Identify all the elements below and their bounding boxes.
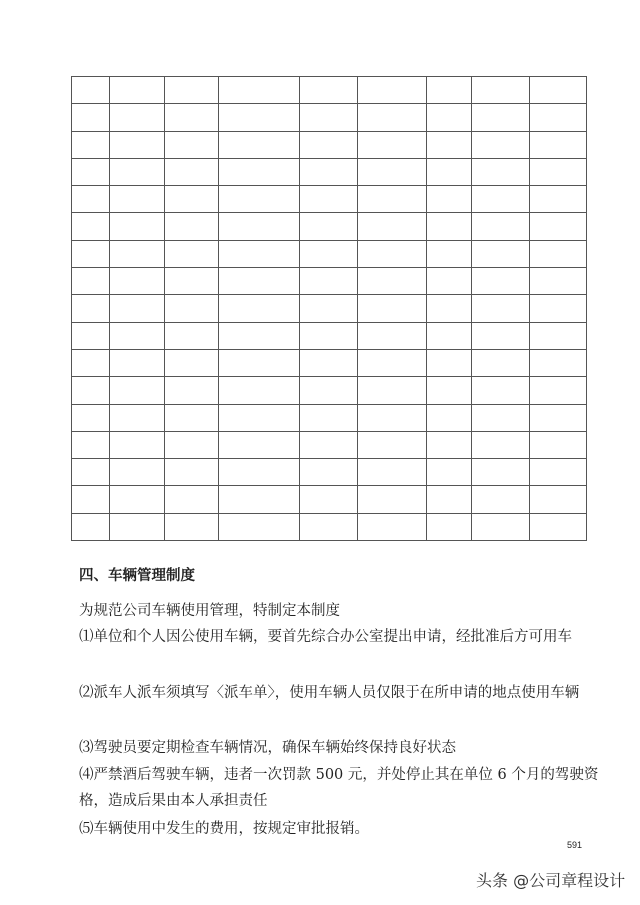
- table-cell: [427, 404, 472, 431]
- table-row: [72, 77, 587, 104]
- rule-item-2: ⑵派车人派车须填写〈派车单〉，使用车辆人员仅限于在所申请的地点使用车辆: [79, 685, 580, 701]
- table-cell: [219, 513, 300, 540]
- table-cell: [530, 104, 587, 131]
- table-cell: [219, 431, 300, 458]
- table-cell: [72, 513, 110, 540]
- table-cell: [472, 377, 530, 404]
- table-cell: [72, 404, 110, 431]
- table-cell: [219, 131, 300, 158]
- table-row: [72, 349, 587, 376]
- table-row: [72, 295, 587, 322]
- table-cell: [72, 322, 110, 349]
- table-cell: [427, 131, 472, 158]
- table-cell: [358, 268, 427, 295]
- table-cell: [110, 349, 165, 376]
- table-cell: [300, 240, 358, 267]
- table-cell: [530, 431, 587, 458]
- table-cell: [110, 158, 165, 185]
- table-cell: [472, 486, 530, 513]
- table-cell: [219, 240, 300, 267]
- table-cell: [358, 404, 427, 431]
- table-cell: [358, 186, 427, 213]
- table-cell: [358, 213, 427, 240]
- table-cell: [530, 404, 587, 431]
- table-cell: [530, 322, 587, 349]
- table-row: [72, 322, 587, 349]
- table-cell: [72, 77, 110, 104]
- rule-item-4: ⑷严禁酒后驾驶车辆，违者一次罚款 500 元，并处停止其在单位 6 个月的驾驶资格，造成后果由本人承担责任: [79, 767, 599, 809]
- table-cell: [165, 104, 219, 131]
- table-cell: [358, 158, 427, 185]
- table-cell: [165, 186, 219, 213]
- table-row: [72, 377, 587, 404]
- table-cell: [72, 213, 110, 240]
- table-cell: [165, 404, 219, 431]
- table-cell: [358, 486, 427, 513]
- table-cell: [300, 322, 358, 349]
- table-cell: [427, 377, 472, 404]
- table-cell: [472, 268, 530, 295]
- table-cell: [358, 349, 427, 376]
- table-cell: [110, 268, 165, 295]
- table-cell: [110, 77, 165, 104]
- table-cell: [300, 486, 358, 513]
- table-cell: [165, 131, 219, 158]
- table-cell: [219, 213, 300, 240]
- table-cell: [300, 158, 358, 185]
- table-cell: [530, 486, 587, 513]
- table-cell: [72, 104, 110, 131]
- table-cell: [72, 240, 110, 267]
- table-cell: [358, 459, 427, 486]
- table-cell: [219, 377, 300, 404]
- table-cell: [219, 459, 300, 486]
- table-cell: [300, 404, 358, 431]
- table-cell: [165, 268, 219, 295]
- table-cell: [358, 513, 427, 540]
- table-cell: [472, 131, 530, 158]
- table-cell: [427, 459, 472, 486]
- table-cell: [165, 513, 219, 540]
- intro-paragraph: 为规范公司车辆使用管理，特制定本制度: [79, 603, 340, 619]
- table-cell: [165, 349, 219, 376]
- table-cell: [72, 268, 110, 295]
- table-cell: [530, 186, 587, 213]
- table-cell: [72, 459, 110, 486]
- table-cell: [530, 349, 587, 376]
- table-cell: [427, 186, 472, 213]
- table-cell: [165, 158, 219, 185]
- table-cell: [358, 295, 427, 322]
- table-cell: [165, 322, 219, 349]
- table-cell: [72, 295, 110, 322]
- table-cell: [219, 268, 300, 295]
- table-cell: [530, 377, 587, 404]
- table-row: [72, 459, 587, 486]
- table-cell: [530, 77, 587, 104]
- table-cell: [472, 158, 530, 185]
- table-cell: [110, 431, 165, 458]
- table-cell: [427, 322, 472, 349]
- table-cell: [72, 431, 110, 458]
- table-cell: [110, 240, 165, 267]
- table-row: [72, 513, 587, 540]
- table-cell: [472, 104, 530, 131]
- table-cell: [219, 404, 300, 431]
- table-row: [72, 213, 587, 240]
- table-cell: [165, 431, 219, 458]
- table-cell: [530, 213, 587, 240]
- table-row: [72, 240, 587, 267]
- table-cell: [300, 431, 358, 458]
- table-cell: [427, 486, 472, 513]
- table-cell: [530, 295, 587, 322]
- table-cell: [472, 322, 530, 349]
- table-cell: [530, 158, 587, 185]
- table-cell: [300, 186, 358, 213]
- table-row: [72, 268, 587, 295]
- table-cell: [427, 104, 472, 131]
- table-row: [72, 486, 587, 513]
- table-cell: [427, 240, 472, 267]
- table-cell: [358, 131, 427, 158]
- table-cell: [530, 131, 587, 158]
- table-cell: [530, 513, 587, 540]
- table-cell: [472, 213, 530, 240]
- table-cell: [358, 431, 427, 458]
- table-row: [72, 186, 587, 213]
- table-cell: [72, 349, 110, 376]
- table-cell: [110, 131, 165, 158]
- table-cell: [165, 240, 219, 267]
- table-cell: [472, 186, 530, 213]
- table-cell: [110, 377, 165, 404]
- table-cell: [472, 240, 530, 267]
- table-row: [72, 404, 587, 431]
- table-cell: [300, 213, 358, 240]
- table-cell: [530, 240, 587, 267]
- table-cell: [427, 268, 472, 295]
- table-cell: [165, 459, 219, 486]
- rule-item-1: ⑴单位和个人因公使用车辆，要首先综合办公室提出申请，经批准后方可用车: [79, 629, 572, 645]
- table-cell: [358, 377, 427, 404]
- watermark-text: 头条 @公司章程设计: [476, 871, 626, 890]
- table-cell: [472, 349, 530, 376]
- table-cell: [219, 486, 300, 513]
- table-cell: [358, 240, 427, 267]
- table-cell: [219, 349, 300, 376]
- table-cell: [72, 131, 110, 158]
- table-cell: [472, 404, 530, 431]
- section-title: 四、车辆管理制度: [79, 567, 195, 584]
- table-cell: [300, 295, 358, 322]
- table-cell: [165, 295, 219, 322]
- table-cell: [300, 131, 358, 158]
- table-cell: [110, 104, 165, 131]
- table-row: [72, 431, 587, 458]
- blank-form-table: [71, 76, 587, 541]
- table-cell: [300, 268, 358, 295]
- table-cell: [165, 77, 219, 104]
- table-cell: [110, 404, 165, 431]
- table-cell: [165, 486, 219, 513]
- page-number: 591: [567, 840, 583, 850]
- table-cell: [219, 322, 300, 349]
- table-cell: [472, 77, 530, 104]
- table-cell: [72, 186, 110, 213]
- table-cell: [110, 186, 165, 213]
- table-cell: [472, 459, 530, 486]
- table-cell: [358, 104, 427, 131]
- table-cell: [427, 158, 472, 185]
- table-cell: [110, 513, 165, 540]
- table-cell: [358, 322, 427, 349]
- table-cell: [72, 377, 110, 404]
- table-cell: [219, 158, 300, 185]
- table-cell: [300, 77, 358, 104]
- table-cell: [530, 268, 587, 295]
- table-cell: [219, 295, 300, 322]
- rule-item-5: ⑸车辆使用中发生的费用，按规定审批报销。: [79, 821, 369, 837]
- table-cell: [110, 459, 165, 486]
- table-cell: [472, 513, 530, 540]
- table-cell: [427, 213, 472, 240]
- table-cell: [427, 295, 472, 322]
- table-cell: [358, 77, 427, 104]
- table-cell: [472, 295, 530, 322]
- rule-item-3: ⑶驾驶员要定期检查车辆情况，确保车辆始终保持良好状态: [79, 740, 456, 756]
- table-row: [72, 158, 587, 185]
- table-cell: [219, 186, 300, 213]
- table-cell: [530, 459, 587, 486]
- table-cell: [110, 322, 165, 349]
- table-cell: [165, 213, 219, 240]
- table-cell: [300, 104, 358, 131]
- table-cell: [110, 486, 165, 513]
- table-cell: [72, 158, 110, 185]
- table-cell: [219, 77, 300, 104]
- table-cell: [219, 104, 300, 131]
- table-cell: [300, 513, 358, 540]
- table-cell: [110, 213, 165, 240]
- table-cell: [300, 349, 358, 376]
- table-cell: [427, 349, 472, 376]
- table-cell: [472, 431, 530, 458]
- table-cell: [427, 431, 472, 458]
- table-cell: [165, 377, 219, 404]
- table-cell: [72, 486, 110, 513]
- table-cell: [427, 77, 472, 104]
- table-cell: [110, 295, 165, 322]
- table-cell: [300, 377, 358, 404]
- table-row: [72, 131, 587, 158]
- table-cell: [427, 513, 472, 540]
- table-cell: [300, 459, 358, 486]
- table-row: [72, 104, 587, 131]
